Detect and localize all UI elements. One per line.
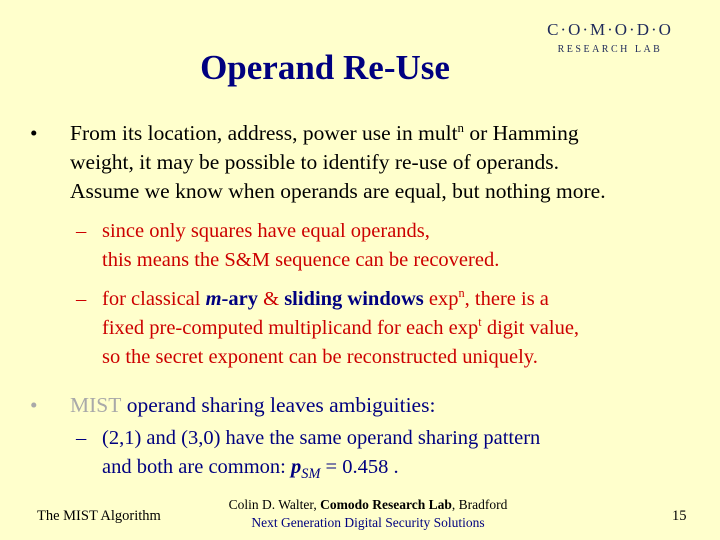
footer-credit bbox=[218, 496, 518, 532]
bullet-mark: • bbox=[30, 121, 38, 145]
subbullet-text bbox=[102, 424, 540, 482]
bullet-rest: operand sharing leaves ambiguities: bbox=[121, 393, 436, 417]
subbullet-line-1: for classical m-ary & sliding windows $\exp^n$, there is a bbox=[102, 286, 549, 310]
footer-tagline: Next Generation Digital Security Solutions bbox=[251, 515, 485, 530]
slide-title: Operand Re-Use bbox=[200, 48, 450, 87]
footer-author-line: Colin D. Walter, Comodo Research Lab, Bradford bbox=[228, 497, 508, 512]
subbullet-line-2: this means the S&M sequence can be recovered. bbox=[102, 249, 500, 271]
mist-term: MIST bbox=[70, 393, 122, 417]
subbullet-line-1: since only squares have equal operands, bbox=[102, 220, 430, 242]
bullet-line-1: From its location, address, power use in mult$^n$ or Hamming bbox=[70, 120, 579, 145]
bullet-line-2: weight, it may be possible to identify re-use of operands. bbox=[70, 150, 560, 174]
subbullet-line-3: so the secret exponent can be reconstructed uniquely. bbox=[102, 346, 538, 368]
bullet-line-3: Assume we know when operands are equal, but nothing more. bbox=[70, 179, 606, 203]
page-number: 15 bbox=[672, 508, 687, 524]
dash-mark: – bbox=[76, 288, 87, 310]
subbullet-text bbox=[102, 217, 499, 275]
footer-title: The MIST Algorithm bbox=[37, 508, 161, 524]
comodo-logo bbox=[525, 20, 695, 55]
dash-mark: – bbox=[76, 220, 87, 242]
subbullet-line-2: and both are common: $p_{SM} = 0.458$ . bbox=[102, 456, 399, 483]
logo-wordmark: C·O·M·O·D·O bbox=[547, 20, 673, 39]
subbullet-text bbox=[102, 285, 579, 372]
subbullet-line-2: fixed pre-computed multiplicand for each $\exp^t$ digit value, bbox=[102, 315, 580, 339]
bullet-mark: • bbox=[30, 393, 38, 417]
logo-subtitle: RESEARCH LAB bbox=[557, 44, 663, 55]
dash-mark: – bbox=[76, 427, 87, 449]
subbullet-line-1: (2,1) and (3,0) have the same operand sharing pattern bbox=[102, 427, 541, 449]
bullet-text bbox=[70, 391, 435, 420]
bullet-text bbox=[70, 119, 606, 206]
